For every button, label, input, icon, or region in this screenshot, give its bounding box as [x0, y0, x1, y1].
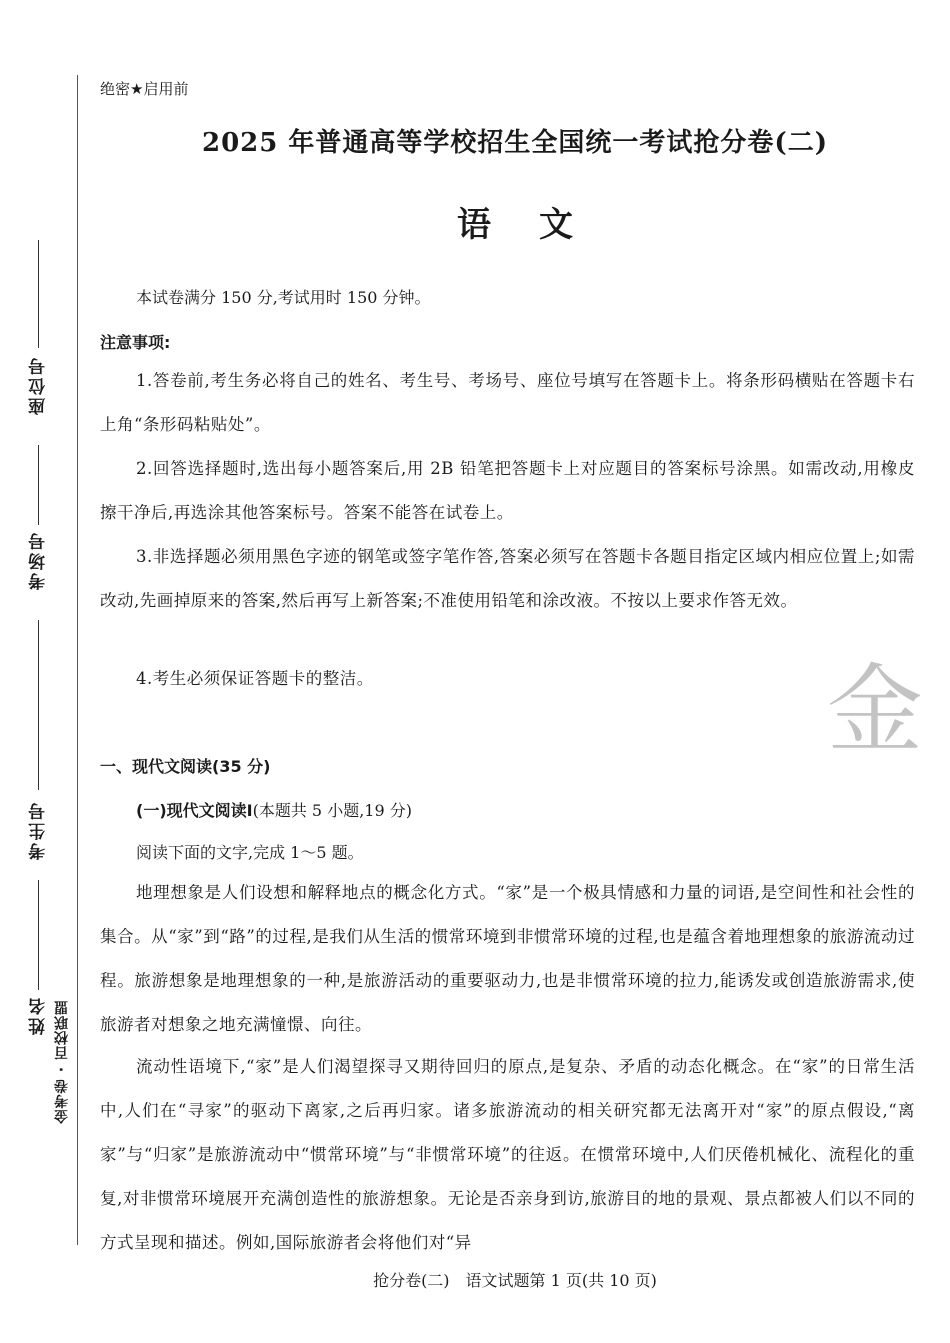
subsection-heading — [136, 798, 412, 821]
notice-heading: 注意事项: — [100, 333, 171, 352]
subject-char-2: 文 — [539, 205, 573, 245]
name-label: 姓名 — [29, 995, 49, 1035]
passage-paragraph-2: 流动性语境下,“家”是人们渴望探寻又期待回归的原点,是复杂、矛盾的动态化概念。在“家”的日常生活中,人们在“寻家”的驱动下离家,之后再归家。诸多旅游流动的相关研究都无法离开对“家”的原点假设,“离家”与“归家”是旅游流动中“惯常环境”与“非惯常环境”的往返。在惯常环境中,人们厌倦机械化、流程化的重复,对非惯常环境展开充满创造性的旅游想象。无论是否亲身到访,旅游目的地的景观、景点都被人们以不同的方式呈现和描述。例如,国际旅游者会将他们对“异 — [100, 1057, 915, 1252]
watermark-stamp: 金 — [827, 654, 923, 766]
subsection-title: (一)现代文阅读Ⅰ — [136, 801, 253, 820]
brand-label: 金考卷 · 百校联盟 — [54, 1000, 70, 1124]
exam-info: 本试卷满分 150 分,考试用时 150 分钟。 — [136, 288, 431, 307]
binding-margin-line — [77, 75, 78, 1245]
section-heading: 一、现代文阅读(35 分) — [100, 757, 271, 776]
subject-char-1: 语 — [457, 205, 491, 245]
exam-title: 2025 年普通高等学校招生全国统一考试抢分卷(二) — [201, 128, 829, 158]
room-fill-line[interactable] — [38, 445, 39, 525]
room-label: 考场号 — [29, 530, 49, 590]
name-fill-line[interactable] — [38, 880, 39, 990]
seat-label: 座位号 — [29, 355, 49, 415]
notice-item-4: 4.考生必须保证答题卡的整洁。 — [136, 669, 374, 688]
page-footer: 抢分卷(二) 语文试题第 1 页(共 10 页) — [373, 1271, 657, 1290]
seat-fill-line[interactable] — [38, 240, 39, 348]
notice-item-1: 1.答卷前,考生务必将自己的姓名、考生号、考场号、座位号填写在答题卡上。将条形码横贴在答题卡右上角“条形码粘贴处”。 — [100, 371, 915, 434]
subject-title — [80, 197, 950, 246]
passage-paragraph-1: 地理想象是人们设想和解释地点的概念化方式。“家”是一个极具情感和力量的词语,是空间性和社会性的集合。从“家”到“路”的过程,是我们从生活的惯常环境到非惯常环境的过程,也是蕴含着地理想象的旅游流动过程。旅游想象是地理想象的一种,是旅游活动的重要驱动力,也是非惯常环境的拉力,能诱发或创造旅游需求,使旅游者对想象之地充满憧憬、向往。 — [100, 883, 915, 1034]
notice-item-3: 3.非选择题必须用黑色字迹的钢笔或签字笔作答,答案必须写在答题卡各题目指定区域内相应位置上;如需改动,先画掉原来的答案,然后再写上新答案;不准使用铅笔和涂改液。不按以上要求作答无效。 — [100, 547, 915, 610]
secret-mark: 绝密★启用前 — [100, 80, 189, 98]
examinee-fill-line[interactable] — [38, 620, 39, 790]
notice-item-2: 2.回答选择题时,选出每小题答案后,用 2B 铅笔把答题卡上对应题目的答案标号涂黑。如需改动,用橡皮擦干净后,再选涂其他答案标号。答案不能答在试卷上。 — [100, 459, 915, 522]
subsection-detail: (本题共 5 小题,19 分) — [252, 801, 412, 820]
reading-instruction: 阅读下面的文字,完成 1～5 题。 — [136, 843, 364, 862]
examinee-label: 考生号 — [29, 800, 49, 860]
